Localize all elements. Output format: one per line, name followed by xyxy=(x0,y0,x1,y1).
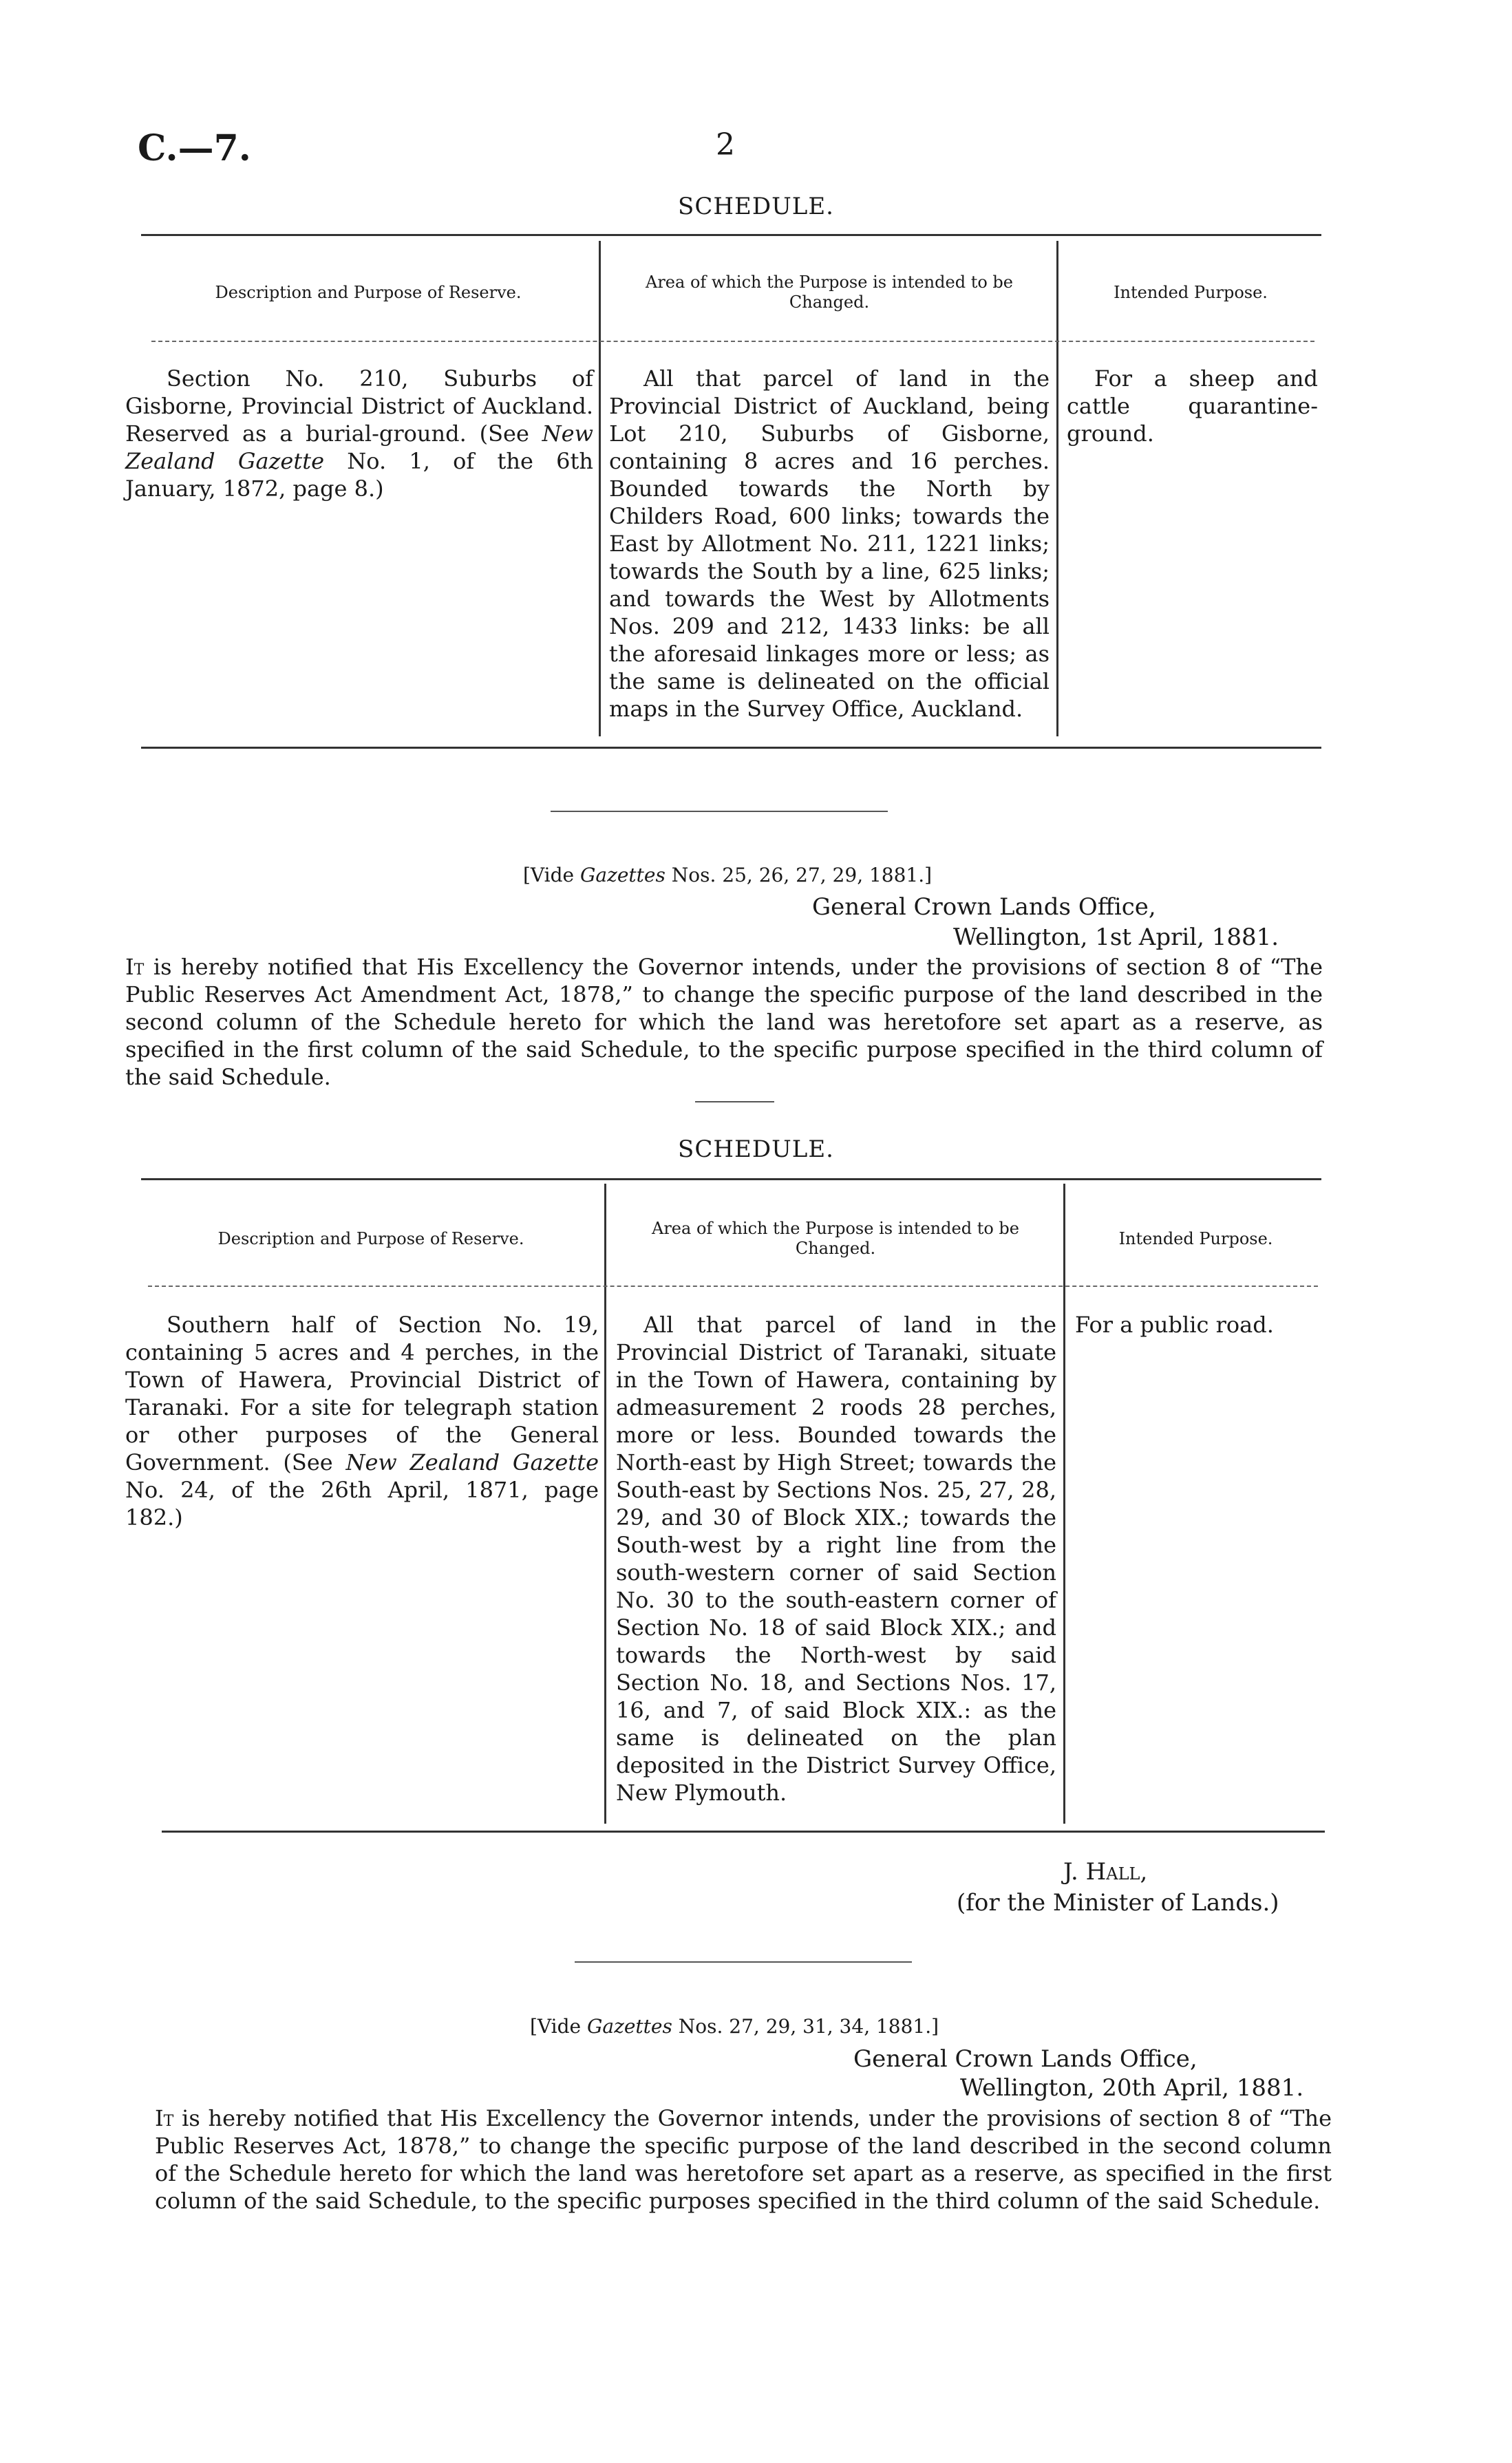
column-divider xyxy=(604,1184,606,1824)
section-divider xyxy=(551,811,888,812)
table-bottom-rule xyxy=(162,1831,1325,1833)
table-bottom-rule xyxy=(141,747,1321,749)
intended-purpose: For a sheep and cattle quarantine-ground. xyxy=(1067,365,1318,447)
header-separator xyxy=(151,341,1314,342)
header-separator xyxy=(148,1286,1318,1287)
office-name: General Crown Lands Office, xyxy=(812,893,1156,921)
short-divider xyxy=(695,1101,774,1102)
notice-body: It is hereby notified that His Excellency the Governor intends, under the provisions of section 8 of “The Public Reserves Act Amendment Act, 1878,” to change the specific purpose of the land described in the second column of the Schedule hereto for which the land was heretofore set apart as a reserve, as specified in the first column of the said Schedule, to the specific purpose specified in the third column of the said Schedule. xyxy=(125,954,1323,1090)
schedule-title: SCHEDULE. xyxy=(678,1135,834,1163)
document-code: C.—7. xyxy=(138,127,251,169)
signatory-name: J. Hall, xyxy=(1063,1858,1148,1886)
column-divider xyxy=(1056,241,1058,736)
reserve-description: Section No. 210, Suburbs of Gisborne, Provincial District of Auckland. Reserved as a burial-ground. (See New Zealand Gazette No. 1, of the 6th January, 1872, page 8.) xyxy=(125,365,593,502)
schedule-title: SCHEDULE. xyxy=(678,193,834,220)
column-header-description: Description and Purpose of Reserve. xyxy=(215,282,522,302)
office-name: General Crown Lands Office, xyxy=(853,2045,1197,2073)
section-divider xyxy=(575,1961,912,1963)
column-divider xyxy=(1063,1184,1065,1824)
gazette-reference: [Vide Gazettes Nos. 27, 29, 31, 34, 1881.] xyxy=(530,2015,939,2038)
column-header-area: Area of which the Purpose is intended to be Changed. xyxy=(646,273,1013,312)
column-header-area: Area of which the Purpose is intended to be Changed. xyxy=(652,1219,1019,1258)
column-header-purpose: Intended Purpose. xyxy=(1118,1228,1273,1248)
table-top-rule xyxy=(141,1178,1321,1180)
column-header-description: Description and Purpose of Reserve. xyxy=(217,1228,524,1248)
column-header-purpose: Intended Purpose. xyxy=(1114,282,1268,302)
place-date: Wellington, 1st April, 1881. xyxy=(953,924,1279,951)
column-divider xyxy=(599,241,601,736)
signatory-role: (for the Minister of Lands.) xyxy=(957,1889,1279,1917)
notice-body: It is hereby notified that His Excellency the Governor intends, under the provisions of section 8 of “The Public Reserves Act, 1878,” to change the specific purpose of the land described in the second column of the Schedule hereto for which the land was heretofore set apart as a reserve, as specified in the first column of the said Schedule, to the specific purposes specified in the third column of the said Schedule. xyxy=(155,2105,1332,2214)
place-date: Wellington, 20th April, 1881. xyxy=(960,2074,1304,2102)
page-number: 2 xyxy=(716,127,735,162)
gazette-reference: [Vide Gazettes Nos. 25, 26, 27, 29, 1881.] xyxy=(523,864,933,886)
reserve-description: Southern half of Section No. 19, containing 5 acres and 4 perches, in the Town of Hawera, Provincial District of Taranaki. For a site for telegraph station or other purposes of the General Government. (See New Zealand Gazette No. 24, of the 26th April, 1871, page 182.) xyxy=(125,1312,599,1531)
area-description: All that parcel of land in the Provincial District of Auckland, being Lot 210, Suburbs of Gisborne, containing 8 acres and 16 perches. Bounded towards the North by Childers Road, 600 links; towards the East by Allotment No. 211, 1221 links; towards the South by a line, 625 links; and towards the West by Allotments Nos. 209 and 212, 1433 links: be all the aforesaid linkages more or less; as the same is delineated on the official maps in the Survey Office, Auckland. xyxy=(609,365,1050,722)
table-top-rule xyxy=(141,234,1321,236)
intended-purpose: For a public road. xyxy=(1075,1312,1274,1338)
area-description: All that parcel of land in the Provincial District of Taranaki, situate in the Town of Hawera, containing by admeasurement 2 roods 28 perches, more or less. Bounded towards the North-east by High Street; towards the South-east by Sections Nos. 25, 27, 28, 29, and 30 of Block XIX.; towards the South-west by a right line from the south-western corner of said Section No. 30 to the south-eastern corner of Section No. 18 of said Block XIX.; and towards the North-west by said Section No. 18, and Sections Nos. 17, 16, and 7, of said Block XIX.: as the same is delineated on the plan deposited in the District Survey Office, New Plymouth. xyxy=(616,1312,1056,1806)
